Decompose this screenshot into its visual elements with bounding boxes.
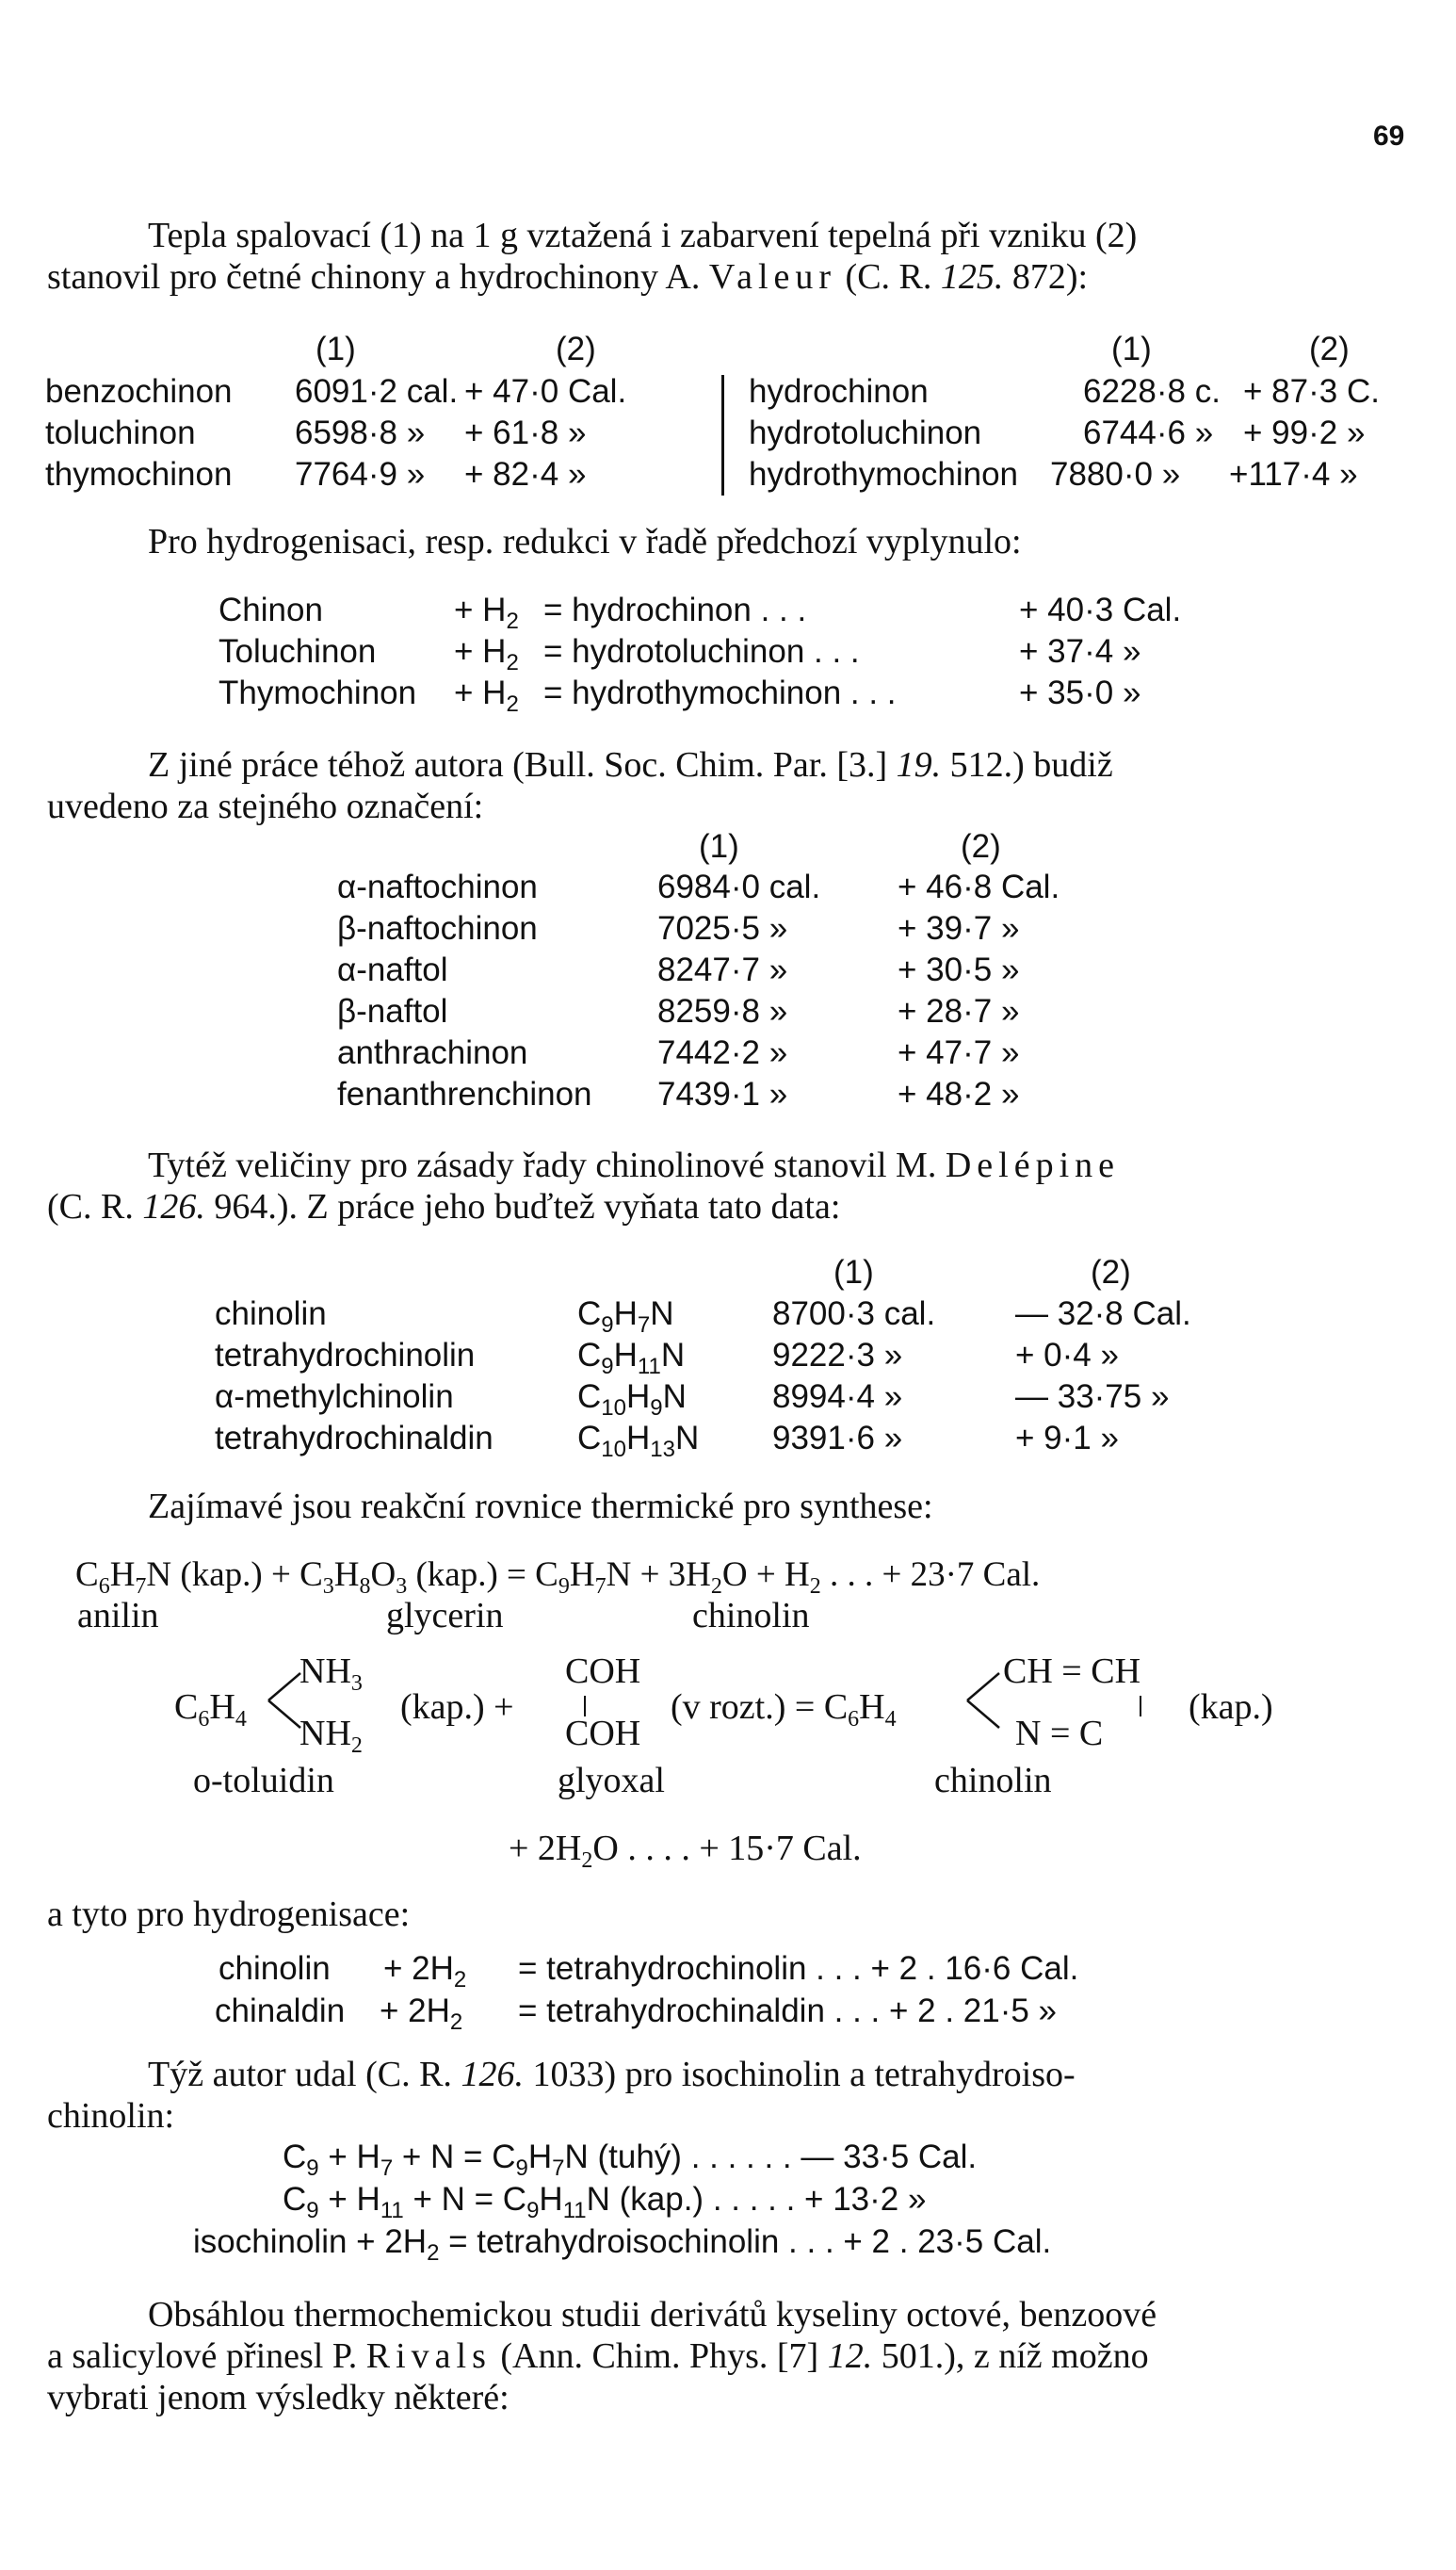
- c-bond: [1140, 1696, 1141, 1716]
- equation-line: $C_6H_7N$ $(kap.) + C_3H_8O_3$ $(kap.) = C_9H_7N + 3H_2O + H_2$ . . . + 23·7 Cal.: [75, 1555, 1041, 1599]
- table1-divider: [721, 375, 724, 496]
- intro-line-1: Tepla spalovací (1) na 1 g vztažená i zabarvení tepelná při vzniku (2): [148, 216, 1138, 255]
- hydrogenation-intro: Pro hydrogenisaci, resp. redukci v řadě předchozí vyplynulo:: [148, 522, 1022, 561]
- volume-number: 12.: [827, 2336, 873, 2376]
- bond-lines-left: [267, 1667, 304, 1733]
- intro-paragraph: [47, 215, 1413, 298]
- rivals-paragraph: Obsáhlou thermochemickou studii derivátů kyseliny octové, benzoové a salicylové přinesl P. Rivals (Ann. Chim. Phys. [7] 12. 501.), z níž možno vybrati jenom výsledky některé:: [47, 2295, 1157, 2417]
- label-glyoxal: glyoxal: [558, 1761, 665, 1800]
- bond-lines-right: [965, 1667, 1003, 1733]
- table2-header-2: (2): [961, 828, 1001, 865]
- table1-header-2-right: (2): [1309, 331, 1350, 367]
- isoquinoline-paragraph: Týž autor udal (C. R. 126. 1033) pro isochinolin a tetrahydroiso- chinolin:: [47, 2055, 1076, 2136]
- n-c-group: N = C: [1015, 1714, 1104, 1753]
- equation-tail: + $2H_2O$ . . . . + 15·7 Cal.: [509, 1829, 862, 1873]
- page-number: 69: [1373, 121, 1405, 152]
- coh-top: COH: [565, 1651, 641, 1691]
- label-chinolin: chinolin: [692, 1596, 810, 1635]
- synthesis-intro: Zajímavé jsou reakční rovnice thermické pro synthese:: [148, 1487, 933, 1526]
- solution-eq: (v rozt.) = $C_6H_4$: [671, 1687, 897, 1732]
- kap-right: (kap.): [1189, 1687, 1273, 1727]
- author-name: Delépine: [945, 1146, 1120, 1185]
- table3-header-2: (2): [1091, 1254, 1131, 1291]
- label-glycerin: glycerin: [386, 1596, 504, 1635]
- coh-bottom: COH: [565, 1714, 641, 1753]
- iso-row: $C_9 + H_7 + N = C_9H_7N$ (tuhý) . . . . . . — 33·5 Cal.: [283, 2139, 978, 2181]
- nh2-group: $NH_2$: [299, 1714, 363, 1758]
- iso-row: isochinolin + $2H_2$ = tetrahydroisochinolin . . . + 2 . 23·5 Cal.: [193, 2223, 1052, 2266]
- intro-line-2: stanovil pro četné chinony a hydrochinony A. Valeur (C. R. 125. 872):: [47, 257, 1089, 297]
- label-toluidin: o-toluidin: [193, 1761, 334, 1800]
- hydrogenation-intro-2: a tyto pro hydrogenisace:: [47, 1895, 411, 1934]
- bull-paragraph: Z jiné práce téhož autora (Bull. Soc. Chim. Par. [3.] 19. 512.) budiž uvedeno za stejného označení:: [47, 745, 1113, 826]
- volume-number: 126.: [461, 2055, 524, 2094]
- author-name: Valeur: [708, 257, 837, 297]
- author-name: Rivals: [365, 2336, 492, 2376]
- volume-number: 125.: [940, 257, 1004, 297]
- label-chinolin-2: chinolin: [934, 1761, 1052, 1800]
- iso-row: $C_9 + H_{11} + N = C_9H_{11}N$ (kap.) . . . . . + 13·2 »: [283, 2181, 927, 2223]
- volume-number: 126.: [142, 1187, 205, 1227]
- label-anilin: anilin: [77, 1596, 159, 1635]
- table1-header-2-left: (2): [556, 331, 596, 367]
- ch-ch-group: CH = CH: [1003, 1651, 1141, 1691]
- delepine-paragraph: Tytéž veličiny pro zásady řady chinolinové stanovil M. Delépine (C. R. 126. 964.). Z práce jeho buďtež vyňata tato data:: [47, 1146, 1120, 1227]
- volume-number: 19.: [896, 745, 942, 785]
- table1-header-1-right: (1): [1111, 331, 1152, 367]
- kap-plus: (kap.) +: [400, 1687, 514, 1727]
- table2-header-1: (1): [699, 828, 739, 865]
- toluidine-formula: $C_6H_4$: [174, 1687, 247, 1732]
- table1-header-1-left: (1): [315, 331, 356, 367]
- document-page: 69 Tepla spalovací (1) na 1 g vztažená i zabarvení tepelná při vzniku (2) stanovil pro četné chinony a hydrochinony A. Valeur (C. R. 125. 872): (1) (2) (1) (2) benzochinon 6091·2 cal. + 47·0 Cal. toluchinon 6598·8 » + 61·8 » thymochinon 7764·9 » + 82·4 » hydrochinon 6228·8 c. + 87·3 C. hydrotoluchinon 6744·6 » + 99·2 » hydrothymochinon 7880·0 » +117·4 » Pro hydrogenisaci, resp. redukci v řadě předchozí vyplynulo: Chinon + $H_2$ = hydrochinon . . . + 40·3 Cal. Toluchinon + $H_2$ = hydrotoluchinon . . . + 37·4 » Thymochinon + $H_2$ = hydrothymochinon . . . + 35·0 » Z jiné práce téhož autora (Bull. Soc. Chim. Par. [3.] 19. 512.) budiž uvedeno za stejného označení: (1) (2) α-naftochinon 6984·0 cal. + 46·8 Cal. β-naftochinon 7025·5 » + 39·7 » α-naftol 8247·7 » + 30·5 » β-naftol 8259·8 » + 28·7 » anthrachinon 7442·2 » + 47·7 » fenanthrenchinon 7439·1 » + 48·2 » Tytéž veličiny pro zásady řady chinolinové stanovil M. Delépine (C. R. 126. 964.). Z práce jeho buďtež vyňata tato data: (1) (2) chinolin $C_9H_7N$ 8700·3 cal. — 32·8 Cal. tetrahydrochinolin $C_9H_{11}N$ 9222·3 » + 0·4 » α-methylchinolin $C_{10}H_9N$ 8994·4 » — 33·75 » tetrahydrochinaldin $C_{10}H_{13}N$ 9391·6 » + 9·1 » Zajímavé jsou reakční rovnice thermické pro synthese: $C_6H_7N$ $(kap.) + C_3H_8O_3$ $(kap.) = C_9H_7N + 3H_2O + H_2$ . . . + 23·7 Cal. anilin glycerin chinolin $C_6H_4$ $NH_3$ $NH_2$ (kap.) + COH COH (v rozt.) = $C_6H_4$ CH = CH N = C (kap.) o-toluidin glyoxal chinolin + $2H_2O$ . . . . + 15·7 Cal. a tyto pro hydrogenisace: chinolin + $2H_2$ = tetrahydrochinolin . . . + 2 . 16·6 Cal. chinaldin + $2H_2$ = tetrahydrochinaldin . . . + 2 . 21·5 » Týž autor udal (C. R. 126. 1033) pro isochinolin a tetrahydroiso- chinolin: $C_9 + H_7 + N = C_9H_7N$ (tuhý) . . . . . . — 33·5 Cal. $C_9 + H_{11} + N = C_9H_{11}N$ (kap.) . . . . . + 13·2 » isochinolin + $2H_2$ = tetrahydroisochinolin . . . + 2 . 23·5 Cal. Obsáhlou thermochemickou studii derivátů kyseliny octové, benzoové a salicylové přinesl P. Rivals (Ann. Chim. Phys. [7] 12. 501.), z níž možno vybrati jenom výsledky některé:: [0, 0, 1456, 2570]
- table3-header-1: (1): [833, 1254, 874, 1291]
- nh3-group: $NH_3$: [299, 1651, 363, 1696]
